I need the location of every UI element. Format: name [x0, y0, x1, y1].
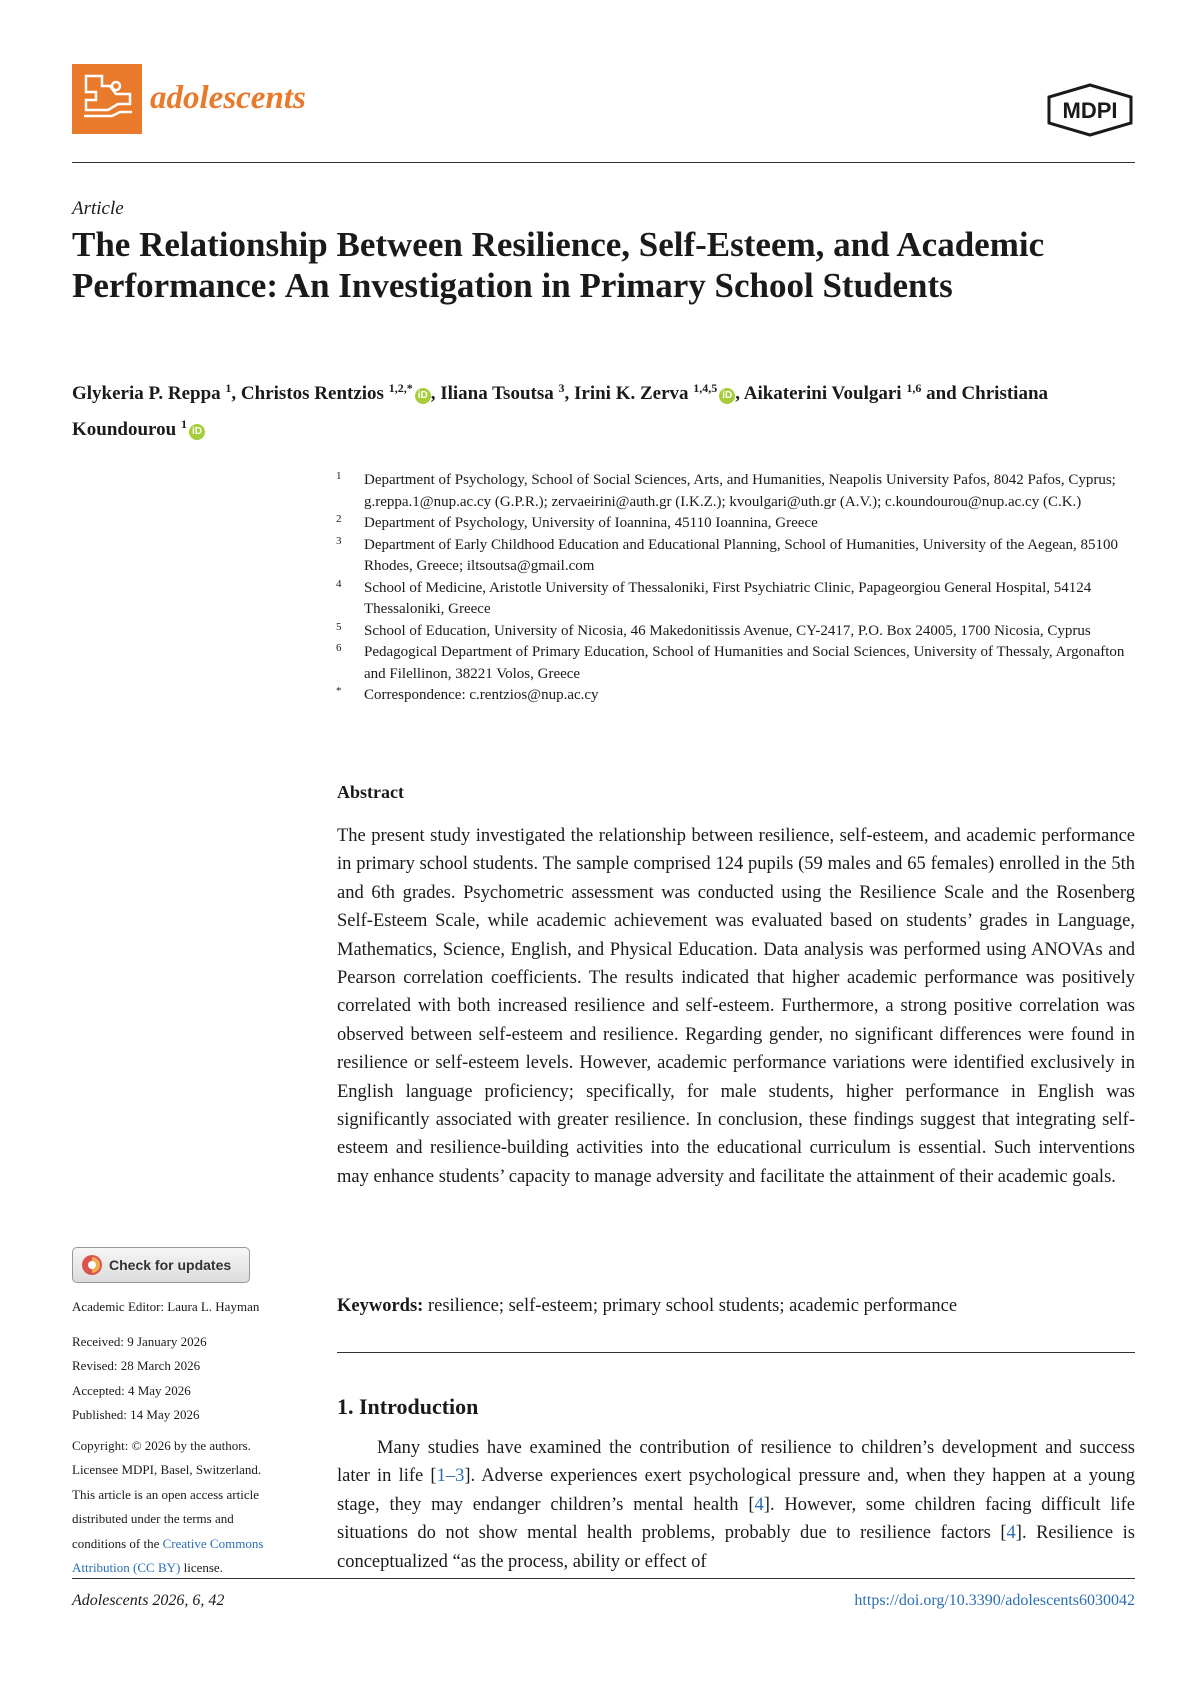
citation-link[interactable]: 4: [1006, 1523, 1016, 1544]
affiliation-text: Department of Early Childhood Education and Educational Planning, School of Humanities, University of the Aegean, 85100 Rhodes, Greece; iltsoutsa@gmail.com: [364, 536, 1119, 574]
publisher-name: MDPI: [1062, 98, 1118, 123]
intro-text: ]. However, some children facing difficult life situations do not show mental health problems, probably due to resilience factors [: [337, 1494, 1135, 1544]
affiliation-number: 5: [336, 620, 342, 633]
footer-citation: Adolescents 2026, 6, 42: [72, 1592, 225, 1609]
keywords-text: resilience; self-esteem; primary school students; academic performance: [427, 1296, 958, 1316]
affiliation-number: 3: [336, 534, 342, 547]
orcid-icon[interactable]: iD: [415, 388, 431, 404]
affiliation-item: [336, 642, 1136, 685]
author-affiliation-marker: 1,4,5: [693, 381, 718, 395]
author-affiliation-marker: 1,2,*: [388, 381, 413, 395]
journal-name: adolescents: [150, 80, 306, 116]
intro-text: ]. Resilience is conceptualized “as the process, ability or effect of: [337, 1523, 1135, 1572]
affiliation-number: *: [336, 685, 342, 697]
author-name: Aikaterini Voulgari: [743, 383, 902, 404]
affiliation-item: [336, 535, 1136, 578]
author-name: Irini K. Zerva: [574, 383, 689, 404]
copyright-text: license.: [180, 1560, 223, 1575]
author-name: Iliana Tsoutsa: [440, 383, 554, 404]
copyright-notice: [72, 1434, 312, 1581]
author-name: Christiana Koundourou: [72, 383, 1049, 440]
abstract-heading: Abstract: [337, 782, 404, 802]
intro-text: ]. Adverse experiences exert psychological pressure and, when they happen at a young stage, they may endanger children’s mental health [: [337, 1466, 1135, 1515]
affiliations-list: [336, 470, 1136, 707]
license-link[interactable]: Creative Commons: [162, 1535, 264, 1551]
check-updates-label: Check for updates: [109, 1257, 232, 1273]
author-list: Glykeria P. Reppa $^1$, Christos Rentzios $^{1,2,*}$iD , Iliana Tsoutsa $^3$, Irini K. Zerva $^{1,4,5}$iD , Aikaterini Voulgari $^{1,6}$ and Christiana Koundourou $^1$iD: [72, 381, 1049, 440]
keywords: [337, 1296, 1137, 1317]
citation-link[interactable]: 4: [754, 1494, 764, 1515]
copyright-line: [72, 1532, 312, 1557]
abstract-divider: [337, 1352, 1135, 1353]
copyright-line: distributed under the terms and: [72, 1511, 234, 1526]
author-name: Glykeria P. Reppa: [72, 383, 221, 404]
section-heading-introduction: 1. Introduction: [337, 1394, 479, 1419]
affiliation-number: 6: [336, 642, 342, 654]
header-divider: [72, 162, 1135, 163]
license-link[interactable]: Attribution (CC BY): [72, 1560, 181, 1575]
author-affiliation-marker: 3: [558, 381, 565, 395]
affiliation-text: Department of Psychology, University of Ioannina, 45110 Ioannina, Greece: [364, 515, 818, 531]
check-for-updates-button[interactable]: [72, 1247, 250, 1283]
date-revised: Revised: 28 March 2026: [72, 1358, 201, 1373]
affiliation-number: 1: [336, 470, 342, 482]
doi-link[interactable]: https://doi.org/10.3390/adolescents6030042: [854, 1592, 1135, 1609]
publisher-logo-icon: [1045, 83, 1135, 137]
date-published: Published: 14 May 2026: [72, 1407, 200, 1422]
affiliation-item: [336, 685, 1136, 707]
copyright-line: This article is an open access article: [72, 1486, 259, 1502]
orcid-icon[interactable]: iD: [189, 424, 205, 440]
article-type: Article: [72, 198, 124, 219]
intro-text: Many studies have examined the contribution of resilience to children’s development and success later in life [: [337, 1438, 1135, 1487]
date-received: Received: 9 January 2026: [72, 1333, 207, 1349]
date-accepted: Accepted: 4 May 2026: [72, 1382, 191, 1398]
affiliation-text: Correspondence: c.rentzios@nup.ac.cy: [364, 687, 599, 703]
abstract-text: The present study investigated the relationship between resilience, self-esteem, and academic performance in primary school students. The sample comprised 124 pupils (59 males and 65 females) enrolled in the 5th and 6th grades. Psychometric assessment was conducted using the Resilience Scale and the Rosenberg Self-Esteem Scale, while academic achievement was evaluated based on students’ grades in Language, Mathematics, Science, English, and Physical Education. Data analysis was performed using ANOVAs and Pearson correlation coefficients. The results indicated that higher academic performance was positively correlated with both increased resilience and self-esteem. Furthermore, a strong positive correlation was observed between self-esteem and resilience. Regarding gender, no significant differences were found in resilience or self-esteem levels. However, academic performance variations were identified exclusively in English language proficiency; specifically, for male students, higher performance in English was significantly associated with greater resilience. In conclusion, these findings suggest that integrating self-esteem and resilience-building activities into the educational curriculum is essential. Such interventions may enhance students’ capacity to manage adversity and facilitate the attainment of their academic goals.: [337, 826, 1135, 1187]
copyright-line: [72, 1556, 312, 1581]
affiliation-text: Department of Psychology, School of Social Sciences, Arts, and Humanities, Neapolis University Pafos, 8042 Pafos, Cyprus; g.reppa.1@nup.ac.cy (G.P.R.); zervaeirini@auth.gr (I.K.Z.); kvoulgari@uth.gr (A.V.); c.koundourou@nup.ac.cy (C.K.): [364, 472, 1116, 510]
author-affiliation-marker: 1,6: [906, 381, 922, 395]
affiliation-item: [336, 578, 1136, 621]
affiliation-item: [336, 470, 1136, 513]
author-affiliation-marker: 1: [180, 417, 187, 431]
article-info-sidebar: [72, 1295, 312, 1581]
academic-editor: Academic Editor: Laura L. Hayman: [72, 1299, 260, 1314]
copyright-line: Copyright: © 2026 by the authors.: [72, 1437, 251, 1453]
affiliation-number: 2: [336, 513, 342, 525]
footer-divider: [72, 1578, 1135, 1579]
introduction-paragraph: [337, 1434, 1135, 1576]
journal-logo-icon: [72, 64, 142, 134]
orcid-icon[interactable]: iD: [719, 388, 735, 404]
check-updates-icon: [81, 1254, 103, 1276]
author-name: Christos Rentzios: [240, 383, 384, 404]
author-affiliation-marker: 1: [225, 381, 232, 395]
affiliation-item: [336, 513, 1136, 535]
affiliation-number: 4: [336, 577, 342, 590]
affiliation-text: Pedagogical Department of Primary Education, School of Humanities and Social Sciences, University of Thessaly, Argonafton and Filellinon, 38221 Volos, Greece: [364, 644, 1125, 682]
affiliation-text: School of Medicine, Aristotle University of Thessaloniki, First Psychiatric Clinic, Papageorgiou General Hospital, 54124 Thessaloniki, Greece: [364, 579, 1092, 617]
copyright-line: Licensee MDPI, Basel, Switzerland.: [72, 1462, 262, 1477]
article-title: The Relationship Between Resilience, Self-Esteem, and Academic Performance: An Investigation in Primary School Students: [72, 225, 1045, 305]
citation-link[interactable]: 1–3: [436, 1466, 465, 1487]
affiliation-item: [336, 621, 1136, 643]
copyright-text: conditions of the: [72, 1535, 163, 1551]
affiliation-text: School of Education, University of Nicosia, 46 Makedonitissis Avenue, CY-2417, P.O. Box 24005, 1700 Nicosia, Cyprus: [364, 622, 1091, 639]
keywords-label: Keywords:: [337, 1296, 424, 1316]
